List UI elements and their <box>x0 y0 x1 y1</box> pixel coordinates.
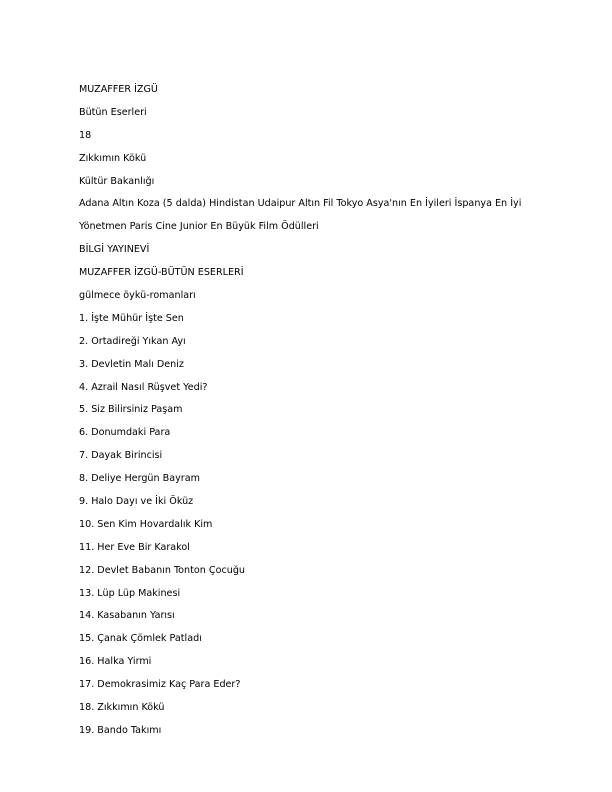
awards-line: Adana Altın Koza (5 dalda) Hindistan Udaipur Altın Fil Tokyo Asya'nın En İyileri İspanya En İyi <box>79 198 522 210</box>
list-item: 13. Lüp Lüp Makinesi <box>79 587 181 599</box>
publisher-name: BİLGİ YAYINEVİ <box>79 244 150 256</box>
list-item: 14. Kasabanın Yarısı <box>79 610 175 622</box>
list-item: 18. Zıkkımın Kökü <box>79 702 165 714</box>
list-item: 17. Demokrasimiz Kaç Para Eder? <box>79 679 241 691</box>
author-name: MUZAFFER İZGÜ <box>79 84 158 95</box>
list-item: 7. Dayak Birincisi <box>79 450 163 462</box>
list-item: 16. Halka Yirmi <box>79 656 152 668</box>
list-item: 11. Her Eve Bir Karakol <box>79 541 190 553</box>
list-item: 19. Bando Takımı <box>79 724 162 736</box>
works-heading: MUZAFFER İZGÜ-BÜTÜN ESERLERİ <box>79 267 244 279</box>
list-item: 9. Halo Dayı ve İki Öküz <box>79 496 194 508</box>
volume-number: 18 <box>79 129 92 141</box>
works-subheading: gülmece öykü-romanları <box>79 290 196 302</box>
list-item: 15. Çanak Çömlek Patladı <box>79 633 202 645</box>
list-item: 12. Devlet Babanın Tonton Çocuğu <box>79 564 245 576</box>
list-item: 10. Sen Kim Hovardalık Kim <box>79 518 213 530</box>
list-item: 8. Deliye Hergün Bayram <box>79 473 200 485</box>
list-item: 2. Ortadireği Yıkan Ayı <box>79 335 186 347</box>
text-line: Kültür Bakanlığı <box>79 175 155 187</box>
list-item: 1. İşte Mühür İşte Sen <box>79 312 184 324</box>
text-block <box>79 83 579 747</box>
list-item: 5. Siz Bilirsiniz Paşam <box>79 404 183 416</box>
book-title: Zıkkımın Kökü <box>79 152 147 164</box>
awards-line-continued: Yönetmen Paris Cine Junior En Büyük Film Ödülleri <box>79 221 319 233</box>
list-item: 6. Donumdaki Para <box>79 427 171 439</box>
series-title: Bütün Eserleri <box>79 106 147 118</box>
list-item: 3. Devletin Malı Deniz <box>79 358 184 370</box>
list-item: 4. Azrail Nasıl Rüşvet Yedi? <box>79 381 208 393</box>
